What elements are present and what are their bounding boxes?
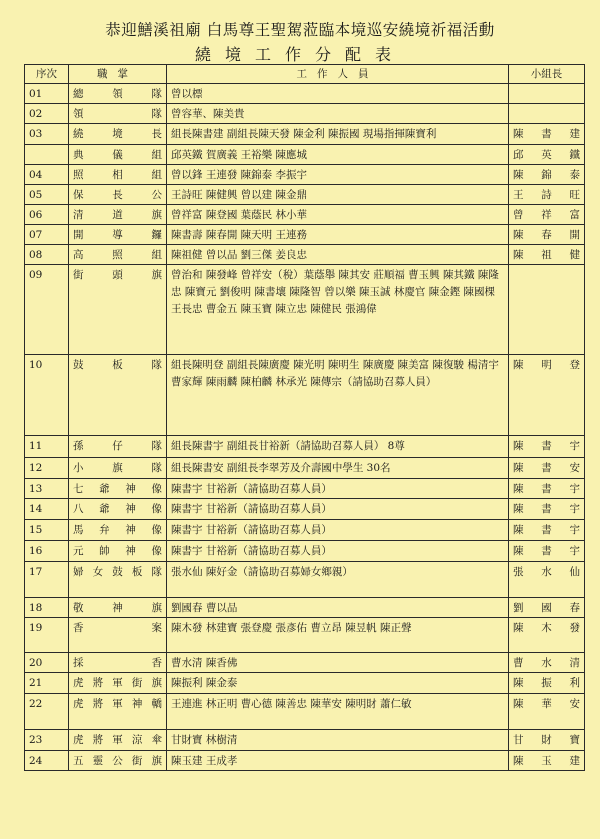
- row-role: 清道旗: [69, 205, 167, 225]
- header-seq: 序次: [25, 65, 69, 84]
- row-role: 香案: [69, 618, 167, 653]
- row-leader: 陳錦泰: [509, 165, 585, 185]
- row-staff: 陳玉建 王成孝: [167, 751, 509, 771]
- row-role: 小旗隊: [69, 458, 167, 479]
- row-leader: 陳春開: [509, 225, 585, 245]
- row-seq: 20: [25, 653, 69, 673]
- table-row: [25, 205, 585, 225]
- row-staff: 陳書宇 甘裕新（請協助召募人員）: [167, 541, 509, 562]
- row-staff: 陳書宇 甘裕新（請協助召募人員）: [167, 520, 509, 541]
- row-seq: 01: [25, 84, 69, 104]
- header-staff: 工作人員: [167, 65, 509, 84]
- table-row: [25, 265, 585, 355]
- table-row: [25, 562, 585, 598]
- table-row: [25, 458, 585, 479]
- row-leader: 甘財寶: [509, 730, 585, 751]
- row-seq: 11: [25, 436, 69, 458]
- row-seq: 02: [25, 104, 69, 124]
- table-row: [25, 436, 585, 458]
- row-role: 婦女鼓板隊: [69, 562, 167, 598]
- header-role: 職掌: [69, 65, 167, 84]
- row-seq: 18: [25, 598, 69, 618]
- table-row: [25, 104, 585, 124]
- table-row: [25, 598, 585, 618]
- row-staff: 曾以標: [167, 84, 509, 104]
- row-leader: 邱英鐵: [509, 145, 585, 165]
- row-seq: [25, 145, 69, 165]
- row-role: 開導鑼: [69, 225, 167, 245]
- row-role: 八爺神像: [69, 499, 167, 520]
- header-leader: 小組長: [509, 65, 585, 84]
- row-staff: 組長陳書宇 副組長甘裕新（請協助召募人員） 8尊: [167, 436, 509, 458]
- table-row: [25, 520, 585, 541]
- row-role: 孫仔隊: [69, 436, 167, 458]
- row-staff: 組長陳書建 副組長陳天發 陳金利 陳振國 現場指揮陳寶利: [167, 124, 509, 145]
- row-staff: 王詩旺 陳健興 曾以建 陳金鼎: [167, 185, 509, 205]
- table-row: [25, 245, 585, 265]
- row-staff: 曾容華、陳美貴: [167, 104, 509, 124]
- table-row: [25, 84, 585, 104]
- table-row: [25, 225, 585, 245]
- row-seq: 10: [25, 355, 69, 436]
- row-seq: 07: [25, 225, 69, 245]
- table-body: [25, 84, 585, 771]
- table-row: [25, 499, 585, 520]
- row-role: 虎將軍涼傘: [69, 730, 167, 751]
- row-leader: 陳書宇: [509, 520, 585, 541]
- row-leader: [509, 84, 585, 104]
- row-staff: 曾以鋒 王連發 陳錦泰 李振宇: [167, 165, 509, 185]
- row-leader: 張水仙: [509, 562, 585, 598]
- row-leader: 陳書宇: [509, 541, 585, 562]
- table-row: [25, 355, 585, 436]
- row-staff: 曾治和 陳發峰 曾祥安（稅）葉蔭舉 陳其安 莊順福 曹玉興 陳其鐵 陳隆忠 陳寶元 劉俊明 陳書壤 陳隆智 曾以樂 陳玉誠 林慶官 陳金鏗 陳國棵 王長忠 曹金五 陳玉寶 陳立忠 陳健民 張鴻偉: [167, 265, 509, 355]
- table-row: [25, 124, 585, 145]
- row-role: 五靈公街旗: [69, 751, 167, 771]
- row-staff: 甘財寶 林樹清: [167, 730, 509, 751]
- table-header-row: [25, 65, 585, 84]
- row-staff: 陳書宇 甘裕新（請協助召募人員）: [167, 499, 509, 520]
- row-seq: 03: [25, 124, 69, 145]
- row-staff: 陳木發 林建寶 張登慶 張彥佑 曹立昂 陳昱帆 陳正聲: [167, 618, 509, 653]
- row-leader: 陳玉建: [509, 751, 585, 771]
- row-role: 敬神旗: [69, 598, 167, 618]
- row-role: 馬弁神像: [69, 520, 167, 541]
- row-seq: 19: [25, 618, 69, 653]
- row-role: 虎將軍神轎: [69, 694, 167, 730]
- row-leader: 曾祥富: [509, 205, 585, 225]
- table-row: [25, 751, 585, 771]
- row-seq: 21: [25, 673, 69, 694]
- row-seq: 15: [25, 520, 69, 541]
- table-row: [25, 541, 585, 562]
- row-role: 典儀組: [69, 145, 167, 165]
- row-staff: 劉國春 曹以品: [167, 598, 509, 618]
- row-staff: 曾祥富 陳登國 葉蔭民 林小華: [167, 205, 509, 225]
- row-role: 鼓板隊: [69, 355, 167, 436]
- row-leader: 陳木發: [509, 618, 585, 653]
- row-seq: 04: [25, 165, 69, 185]
- row-leader: 陳書宇: [509, 499, 585, 520]
- row-seq: 12: [25, 458, 69, 479]
- assignment-table: [24, 64, 585, 771]
- row-role: 領隊: [69, 104, 167, 124]
- row-leader: 陳祖健: [509, 245, 585, 265]
- row-leader: 陳書宇: [509, 436, 585, 458]
- row-leader: 陳明登: [509, 355, 585, 436]
- table-row: [25, 673, 585, 694]
- row-role: 採香: [69, 653, 167, 673]
- row-staff: 陳祖健 曾以品 劉三傑 姜良忠: [167, 245, 509, 265]
- row-staff: 邱英鐵 賀廣義 王裕樂 陳應城: [167, 145, 509, 165]
- table-row: [25, 618, 585, 653]
- row-leader: [509, 104, 585, 124]
- table-row: [25, 145, 585, 165]
- row-leader: 陳華安: [509, 694, 585, 730]
- row-leader: 陳振利: [509, 673, 585, 694]
- row-seq: 23: [25, 730, 69, 751]
- row-leader: 陳書建: [509, 124, 585, 145]
- row-seq: 08: [25, 245, 69, 265]
- row-seq: 24: [25, 751, 69, 771]
- table-row: [25, 694, 585, 730]
- table-row: [25, 730, 585, 751]
- row-seq: 14: [25, 499, 69, 520]
- table-row: [25, 185, 585, 205]
- row-role: 虎將軍街旗: [69, 673, 167, 694]
- row-staff: 王連進 林正明 曹心德 陳善忠 陳華安 陳明財 蕭仁敏: [167, 694, 509, 730]
- row-leader: 王詩旺: [509, 185, 585, 205]
- row-seq: 22: [25, 694, 69, 730]
- row-leader: 曹水清: [509, 653, 585, 673]
- row-seq: 05: [25, 185, 69, 205]
- row-leader: 劉國春: [509, 598, 585, 618]
- row-leader: [509, 265, 585, 355]
- row-staff: 組長陳明登 副組長陳廣慶 陳光明 陳明生 陳廣慶 陳美富 陳復駿 楊清宇 曹家輝 陳雨麟 陳柏麟 林承光 陳傳宗（請協助召募人員）: [167, 355, 509, 436]
- table-row: [25, 479, 585, 499]
- row-seq: 06: [25, 205, 69, 225]
- row-role: 高照組: [69, 245, 167, 265]
- row-seq: 13: [25, 479, 69, 499]
- row-role: 總領隊: [69, 84, 167, 104]
- row-role: 繞境長: [69, 124, 167, 145]
- row-staff: 組長陳書安 副組長李翠芳及介壽國中學生 30名: [167, 458, 509, 479]
- document-subtitle: 繞境工作分配表: [194, 45, 405, 64]
- row-role: 照相組: [69, 165, 167, 185]
- row-staff: 陳書壽 陳春開 陳天明 王連務: [167, 225, 509, 245]
- row-role: 街頭旗: [69, 265, 167, 355]
- row-role: 七爺神像: [69, 479, 167, 499]
- table-row: [25, 165, 585, 185]
- document-title: 恭迎鱔溪祖廟 白馬尊王聖駕蒞臨本境巡安繞境祈福活動: [105, 21, 495, 39]
- row-leader: 陳書安: [509, 458, 585, 479]
- row-seq: 17: [25, 562, 69, 598]
- row-staff: 陳振利 陳金泰: [167, 673, 509, 694]
- row-staff: 曹水清 陳香佛: [167, 653, 509, 673]
- row-staff: 張水仙 陳好金（請協助召募婦女鄉親）: [167, 562, 509, 598]
- row-seq: 16: [25, 541, 69, 562]
- row-role: 保長公: [69, 185, 167, 205]
- row-leader: 陳書宇: [509, 479, 585, 499]
- row-role: 元帥神像: [69, 541, 167, 562]
- row-seq: 09: [25, 265, 69, 355]
- row-staff: 陳書宇 甘裕新（請協助召募人員）: [167, 479, 509, 499]
- table-row: [25, 653, 585, 673]
